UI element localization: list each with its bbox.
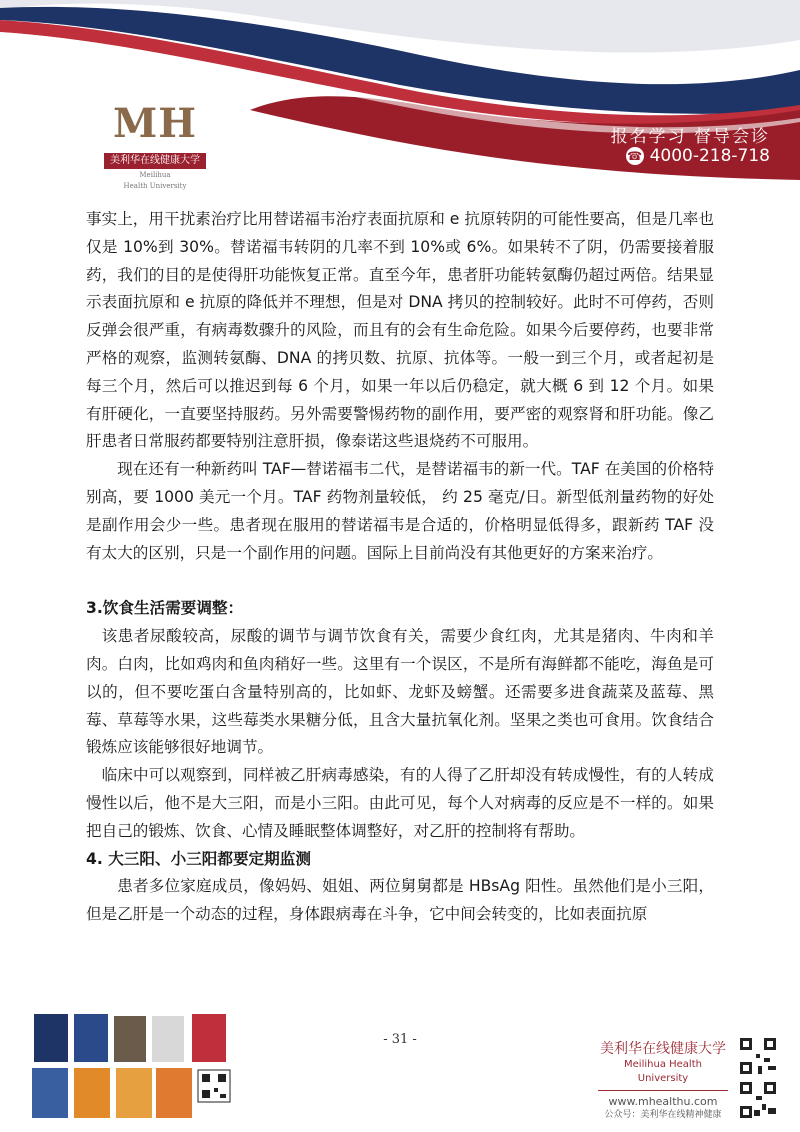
section-heading: 3.饮食生活需要调整： bbox=[86, 599, 244, 618]
book-covers bbox=[30, 1012, 240, 1122]
paragraph: 事实上，用干扰素治疗比用替诺福韦治疗表面抗原和 e 抗原转阴的可能性要高，但是几率也仅是 10%到 30%。替诺福韦转阴的几率不到 10%或 6%。如果转不了阴，仍需要接着服药，我们的目的是使得肝功能恢复正常。直至今年，患者肝功能转氨酶仍超过两倍。结果显示表面抗原和 e 抗原的降低并不理想，但是对 DNA 拷贝的控制较好。此时不可停药，否则反弹会很严重，有病毒数骤升的风险，而且有的会有生命危险。如果今后要停药，也要非常严格的观察，监测转氨酶、DNA 的拷贝数、抗原、抗体等。一般一到三个月，或者起初是每三个月，然后可以推迟到每 6 个月，如果一年以后仍稳定，就大概 6 到 12 个月。如果有肝硬化，一直要坚持服药。另外需要警惕药物的副作用，要严密的观察肾和肝功能。像乙肝患者日常服药都要特别注意肝损，像泰诺这些退烧药不可服用。 bbox=[86, 210, 714, 451]
section-heading: 4. 大三阳、小三阳都要定期监测 bbox=[86, 849, 311, 868]
logo-name-en-1: Meilihua bbox=[139, 171, 171, 179]
book-cover bbox=[74, 1068, 110, 1118]
logo-mark: MH bbox=[112, 100, 198, 147]
qr-code-icon bbox=[738, 1036, 778, 1076]
phone-number: 4000-218-718 bbox=[649, 146, 770, 166]
footer-brand-en: Meilihua Health University bbox=[624, 1059, 702, 1084]
header-phone bbox=[626, 146, 770, 166]
logo bbox=[100, 100, 210, 190]
book-cover bbox=[116, 1068, 152, 1118]
page-number: - 31 - bbox=[383, 1032, 417, 1047]
footer-wechat: 公众号：美利华在线精神健康 bbox=[604, 1110, 722, 1120]
book-cover bbox=[32, 1068, 68, 1118]
header-slogan: 报名学习 督导会诊 bbox=[610, 127, 770, 147]
logo-name-cn: 美利华在线健康大学 bbox=[104, 153, 206, 169]
footer-url: www.mhealthu.com bbox=[608, 1095, 718, 1108]
qr-code-icon bbox=[738, 1080, 778, 1120]
document-body bbox=[86, 206, 714, 929]
phone-icon: ☎ bbox=[627, 149, 643, 163]
paragraph: 临床中可以观察到，同样被乙肝病毒感染，有的人得了乙肝却没有转成慢性，有的人转成慢性以后，他不是大三阳，而是小三阳。由此可见，每个人对病毒的反应是不一样的。如果把自己的锻炼、饮食、心情及睡眠整体调整好，对乙肝的控制将有帮助。 bbox=[86, 766, 714, 840]
paragraph: 该患者尿酸较高，尿酸的调节与调节饮食有关，需要少食红肉，尤其是猪肉、牛肉和羊肉。白肉，比如鸡肉和鱼肉稍好一些。这里有一个误区，不是所有海鲜都不能吃，海鱼是可以的，但不要吃蛋白含量特别高的，比如虾、龙虾及螃蟹。还需要多进食蔬菜及蓝莓、黑莓、草莓等水果，这些莓类水果糖分低，且含大量抗氧化剂。坚果之类也可食用。饮食结合锻炼应该能够很好地调节。 bbox=[86, 627, 714, 757]
footer-brand-cn: 美利华在线健康大学 bbox=[600, 1041, 726, 1057]
paragraph: 患者多位家庭成员，像妈妈、姐姐、两位舅舅都是 HBsAg 阳性。虽然他们是小三阳，但是乙肝是一个动态的过程，身体跟病毒在斗争，它中间会转变的，比如表面抗原 bbox=[86, 877, 714, 924]
paragraph: 现在还有一种新药叫 TAF—替诺福韦二代，是替诺福韦的新一代。TAF 在美国的价格特别高，要 1000 美元一个月。TAF 药物剂量较低， 约 25 毫克/日。新型低剂量药物的好处是副作用会少一些。患者现在服用的替诺福韦是合适的，价格明显低得多，跟新药 TAF 没有太大的区别，只是一个副作用的问题。国际上目前尚没有其他更好的方案来治疗。 bbox=[86, 460, 714, 562]
logo-name-en-2: Health University bbox=[123, 182, 187, 190]
book-cover bbox=[156, 1068, 192, 1118]
footer-brand bbox=[598, 1040, 728, 1121]
